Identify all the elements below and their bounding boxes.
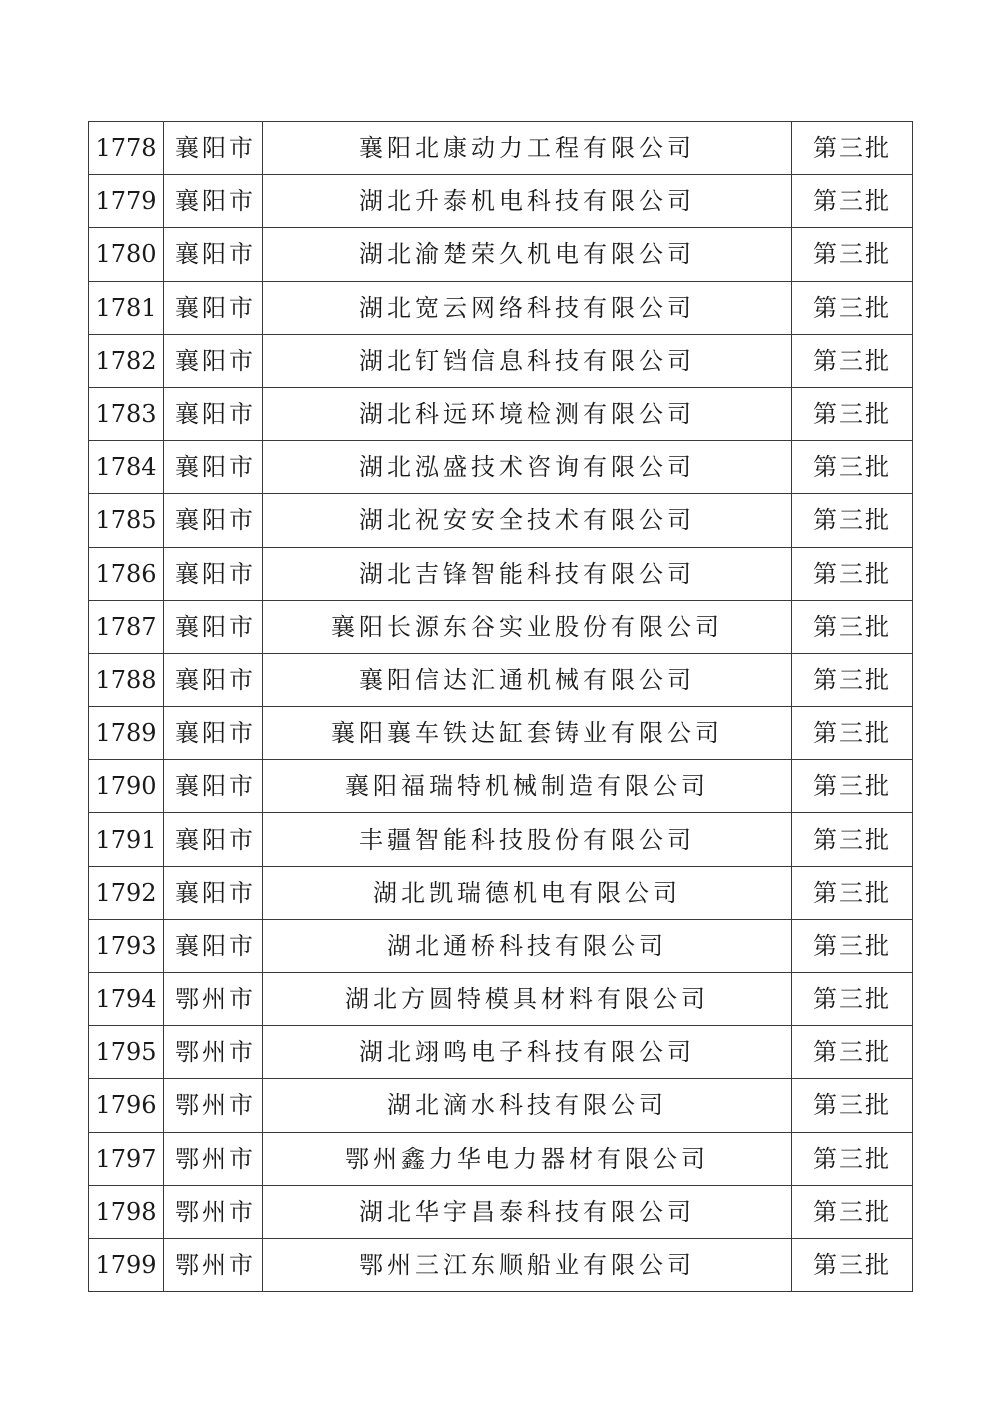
table-row xyxy=(89,866,913,919)
table-row xyxy=(89,653,913,706)
batch-cell: 第三批 xyxy=(792,707,913,760)
company-name-cell: 湖北渝楚荣久机电有限公司 xyxy=(263,228,792,281)
company-name-cell: 襄阳福瑞特机械制造有限公司 xyxy=(263,760,792,813)
company-name-cell: 湖北泓盛技术咨询有限公司 xyxy=(263,441,792,494)
table-row xyxy=(89,547,913,600)
table-row xyxy=(89,1185,913,1238)
city-cell: 襄阳市 xyxy=(164,547,263,600)
city-cell: 襄阳市 xyxy=(164,866,263,919)
company-list-table xyxy=(88,121,913,1292)
serial-number-cell: 1793 xyxy=(89,919,164,972)
company-list-body xyxy=(89,122,913,1292)
serial-number-cell: 1788 xyxy=(89,653,164,706)
company-name-cell: 湖北祝安安全技术有限公司 xyxy=(263,494,792,547)
city-cell: 襄阳市 xyxy=(164,122,263,175)
city-cell: 襄阳市 xyxy=(164,707,263,760)
table-row xyxy=(89,760,913,813)
city-cell: 襄阳市 xyxy=(164,760,263,813)
company-name-cell: 鄂州三江东顺船业有限公司 xyxy=(263,1238,792,1291)
batch-cell: 第三批 xyxy=(792,1238,913,1291)
batch-cell: 第三批 xyxy=(792,813,913,866)
batch-cell: 第三批 xyxy=(792,1079,913,1132)
serial-number-cell: 1778 xyxy=(89,122,164,175)
city-cell: 襄阳市 xyxy=(164,228,263,281)
table-row xyxy=(89,175,913,228)
serial-number-cell: 1787 xyxy=(89,600,164,653)
table-row xyxy=(89,919,913,972)
city-cell: 襄阳市 xyxy=(164,494,263,547)
city-cell: 襄阳市 xyxy=(164,653,263,706)
batch-cell: 第三批 xyxy=(792,653,913,706)
table-row xyxy=(89,1079,913,1132)
serial-number-cell: 1794 xyxy=(89,973,164,1026)
batch-cell: 第三批 xyxy=(792,973,913,1026)
city-cell: 鄂州市 xyxy=(164,1185,263,1238)
table-row xyxy=(89,281,913,334)
company-name-cell: 湖北宽云网络科技有限公司 xyxy=(263,281,792,334)
company-name-cell: 湖北钉铛信息科技有限公司 xyxy=(263,334,792,387)
serial-number-cell: 1783 xyxy=(89,387,164,440)
batch-cell: 第三批 xyxy=(792,1185,913,1238)
table-row xyxy=(89,228,913,281)
city-cell: 襄阳市 xyxy=(164,600,263,653)
batch-cell: 第三批 xyxy=(792,334,913,387)
serial-number-cell: 1799 xyxy=(89,1238,164,1291)
serial-number-cell: 1780 xyxy=(89,228,164,281)
company-name-cell: 湖北滴水科技有限公司 xyxy=(263,1079,792,1132)
serial-number-cell: 1785 xyxy=(89,494,164,547)
serial-number-cell: 1789 xyxy=(89,707,164,760)
city-cell: 襄阳市 xyxy=(164,441,263,494)
company-name-cell: 湖北吉锋智能科技有限公司 xyxy=(263,547,792,600)
company-name-cell: 襄阳信达汇通机械有限公司 xyxy=(263,653,792,706)
batch-cell: 第三批 xyxy=(792,919,913,972)
batch-cell: 第三批 xyxy=(792,760,913,813)
serial-number-cell: 1781 xyxy=(89,281,164,334)
table-row xyxy=(89,1238,913,1291)
batch-cell: 第三批 xyxy=(792,1132,913,1185)
city-cell: 襄阳市 xyxy=(164,334,263,387)
table-row xyxy=(89,441,913,494)
company-name-cell: 湖北凯瑞德机电有限公司 xyxy=(263,866,792,919)
table-row xyxy=(89,494,913,547)
serial-number-cell: 1798 xyxy=(89,1185,164,1238)
city-cell: 襄阳市 xyxy=(164,281,263,334)
table-row xyxy=(89,387,913,440)
city-cell: 鄂州市 xyxy=(164,1132,263,1185)
batch-cell: 第三批 xyxy=(792,600,913,653)
table-row xyxy=(89,1026,913,1079)
batch-cell: 第三批 xyxy=(792,1026,913,1079)
city-cell: 襄阳市 xyxy=(164,175,263,228)
company-name-cell: 湖北方圆特模具材料有限公司 xyxy=(263,973,792,1026)
table-row xyxy=(89,122,913,175)
city-cell: 鄂州市 xyxy=(164,1026,263,1079)
company-name-cell: 丰疆智能科技股份有限公司 xyxy=(263,813,792,866)
serial-number-cell: 1795 xyxy=(89,1026,164,1079)
serial-number-cell: 1792 xyxy=(89,866,164,919)
batch-cell: 第三批 xyxy=(792,122,913,175)
serial-number-cell: 1779 xyxy=(89,175,164,228)
company-name-cell: 鄂州鑫力华电力器材有限公司 xyxy=(263,1132,792,1185)
batch-cell: 第三批 xyxy=(792,441,913,494)
batch-cell: 第三批 xyxy=(792,228,913,281)
table-row xyxy=(89,707,913,760)
serial-number-cell: 1796 xyxy=(89,1079,164,1132)
city-cell: 鄂州市 xyxy=(164,1238,263,1291)
company-name-cell: 襄阳北康动力工程有限公司 xyxy=(263,122,792,175)
city-cell: 襄阳市 xyxy=(164,919,263,972)
batch-cell: 第三批 xyxy=(792,866,913,919)
batch-cell: 第三批 xyxy=(792,281,913,334)
serial-number-cell: 1782 xyxy=(89,334,164,387)
company-name-cell: 襄阳襄车铁达缸套铸业有限公司 xyxy=(263,707,792,760)
serial-number-cell: 1791 xyxy=(89,813,164,866)
batch-cell: 第三批 xyxy=(792,547,913,600)
serial-number-cell: 1790 xyxy=(89,760,164,813)
table-row xyxy=(89,600,913,653)
city-cell: 鄂州市 xyxy=(164,1079,263,1132)
batch-cell: 第三批 xyxy=(792,175,913,228)
company-name-cell: 湖北华宇昌泰科技有限公司 xyxy=(263,1185,792,1238)
serial-number-cell: 1784 xyxy=(89,441,164,494)
company-name-cell: 湖北翊鸣电子科技有限公司 xyxy=(263,1026,792,1079)
batch-cell: 第三批 xyxy=(792,494,913,547)
table-row xyxy=(89,1132,913,1185)
table-row xyxy=(89,334,913,387)
city-cell: 襄阳市 xyxy=(164,387,263,440)
table-row xyxy=(89,973,913,1026)
batch-cell: 第三批 xyxy=(792,387,913,440)
city-cell: 鄂州市 xyxy=(164,973,263,1026)
serial-number-cell: 1786 xyxy=(89,547,164,600)
company-name-cell: 湖北升泰机电科技有限公司 xyxy=(263,175,792,228)
serial-number-cell: 1797 xyxy=(89,1132,164,1185)
company-name-cell: 湖北通桥科技有限公司 xyxy=(263,919,792,972)
company-name-cell: 襄阳长源东谷实业股份有限公司 xyxy=(263,600,792,653)
company-name-cell: 湖北科远环境检测有限公司 xyxy=(263,387,792,440)
table-row xyxy=(89,813,913,866)
city-cell: 襄阳市 xyxy=(164,813,263,866)
